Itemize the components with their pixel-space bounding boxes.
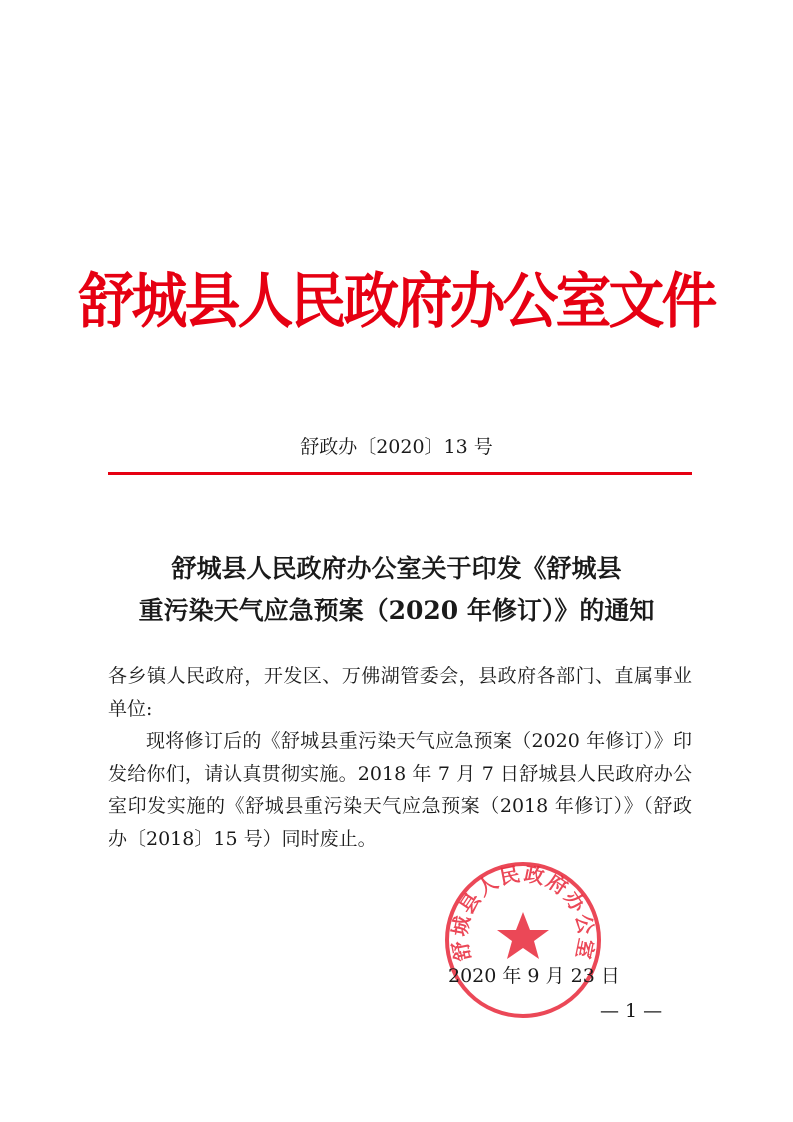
recipients-line: 各乡镇人民政府，开发区、万佛湖管委会，县政府各部门、直属事业单位:: [108, 665, 692, 720]
document-masthead: 舒城县人民政府办公室文件: [78, 267, 715, 337]
issue-date: 2020 年 9 月 23 日: [448, 965, 620, 987]
notice-title-line-1: 舒城县人民政府办公室关于印发《舒城县: [171, 554, 622, 583]
document-number: 舒政办〔2020〕13 号: [300, 436, 493, 458]
notice-title: [0, 548, 793, 632]
seal-text: 舒城县人民政府办公室: [447, 861, 599, 964]
red-divider-line: [108, 472, 692, 475]
page-number: — 1 —: [600, 1000, 663, 1022]
official-seal-stamp: [443, 860, 603, 1020]
notice-body: [108, 660, 692, 855]
notice-title-line-2: 重污染天气应急预案（2020 年修订）》的通知: [138, 596, 655, 625]
seal-star-icon: [497, 912, 549, 959]
body-paragraph: 现将修订后的《舒城县重污染天气应急预案（2020 年修订）》印发给你们，请认真贯彻实施。2018 年 7 月 7 日舒城县人民政府办公室印发实施的《舒城县重污染天气应急预案（2018 年修订）》（舒政办〔2018〕15 号）同时废止。: [108, 730, 692, 850]
